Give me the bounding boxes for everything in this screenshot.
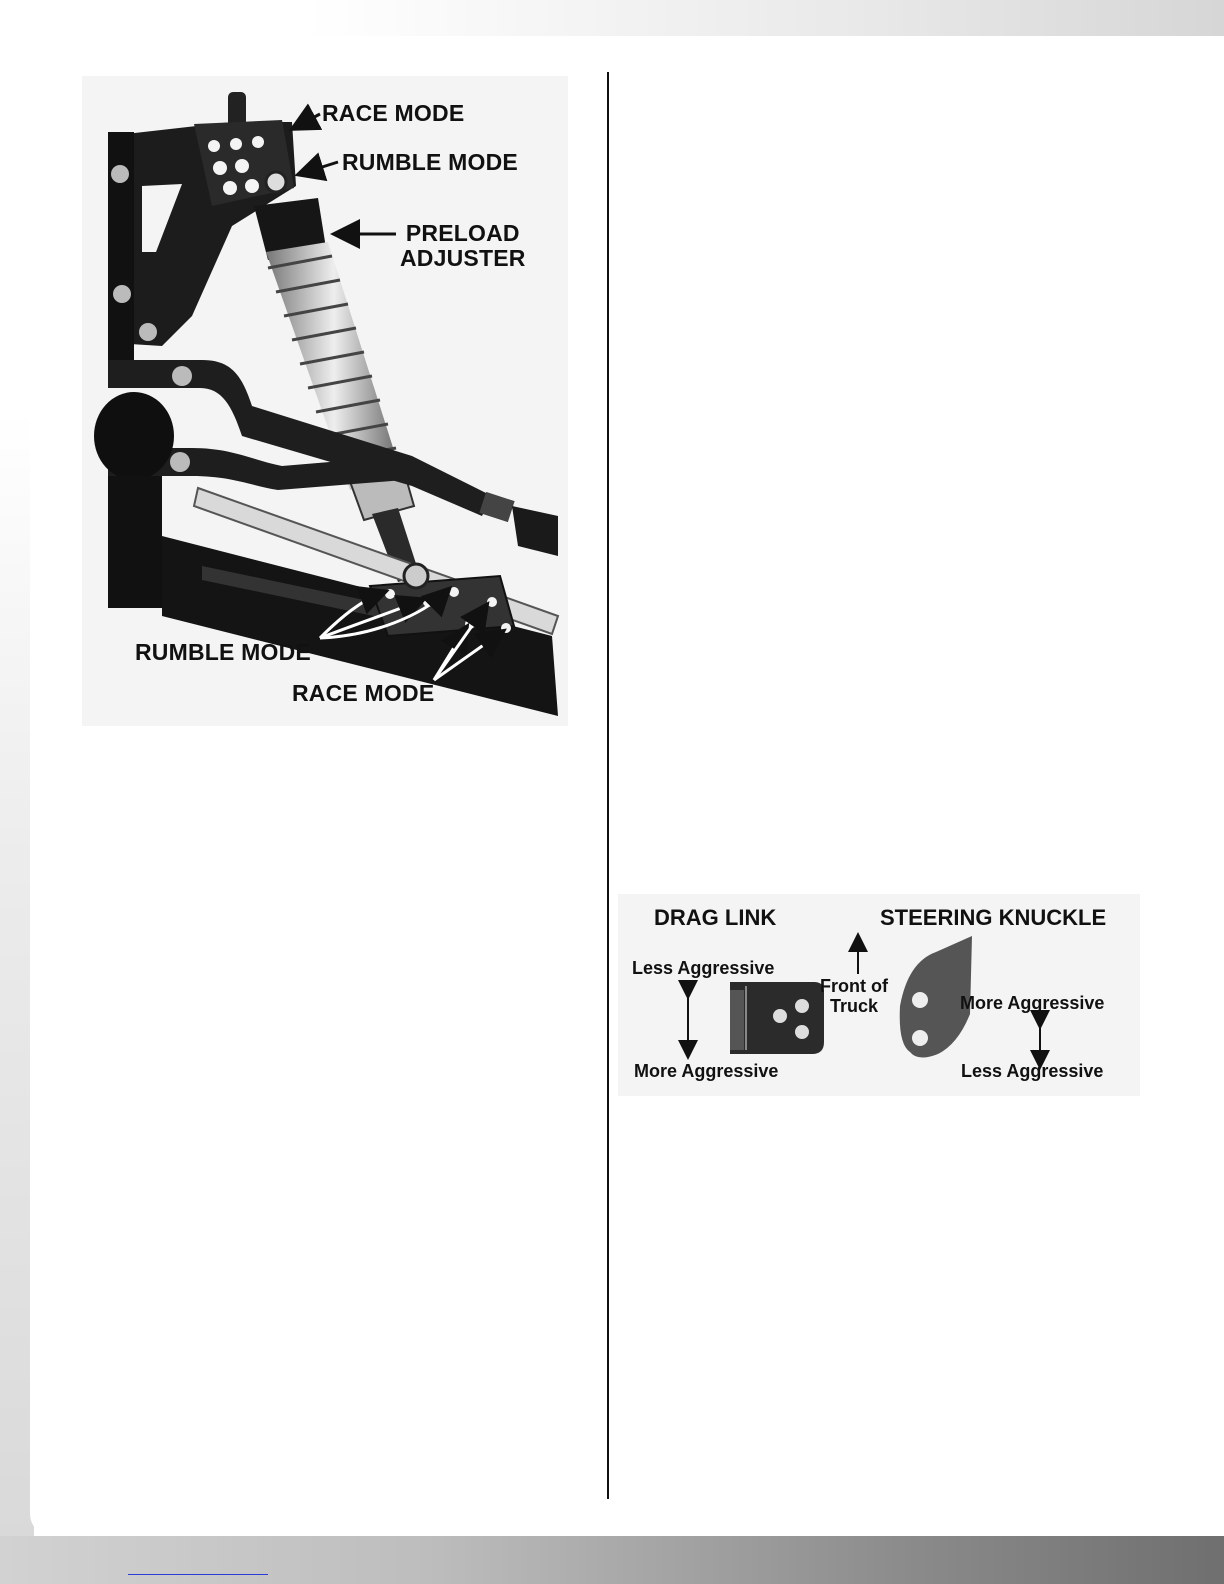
less-aggressive-right-label: Less Aggressive: [961, 1061, 1104, 1081]
front-of-truck-label: [820, 976, 888, 1016]
race-mode-top-label: RACE MODE: [322, 100, 465, 126]
rumble-mode-bottom-label: RUMBLE MODE: [135, 639, 311, 665]
column-divider: [607, 72, 609, 1499]
shock-mounting-figure: [82, 76, 568, 726]
less-aggressive-left-label: Less Aggressive: [632, 958, 775, 978]
rumble-mode-top-label: RUMBLE MODE: [342, 149, 518, 175]
footer-link[interactable]: [128, 1560, 268, 1575]
header-gradient-band: [0, 0, 1224, 36]
front-line2: Truck: [829, 996, 878, 1016]
race-mode-bottom-label: RACE MODE: [292, 680, 435, 706]
preload-line2: ADJUSTER: [400, 245, 526, 271]
preload-adjuster-label: [400, 221, 526, 271]
preload-line1: PRELOAD: [405, 220, 520, 246]
more-aggressive-left-label: More Aggressive: [634, 1061, 779, 1081]
steering-adjustment-figure: [618, 894, 1140, 1096]
steering-knuckle-title: STEERING KNUCKLE: [880, 905, 1107, 930]
left-margin-gradient: [0, 36, 34, 1536]
drag-link-title: DRAG LINK: [654, 905, 777, 930]
more-aggressive-right-label: More Aggressive: [960, 993, 1105, 1013]
front-line1: Front of: [820, 976, 888, 996]
